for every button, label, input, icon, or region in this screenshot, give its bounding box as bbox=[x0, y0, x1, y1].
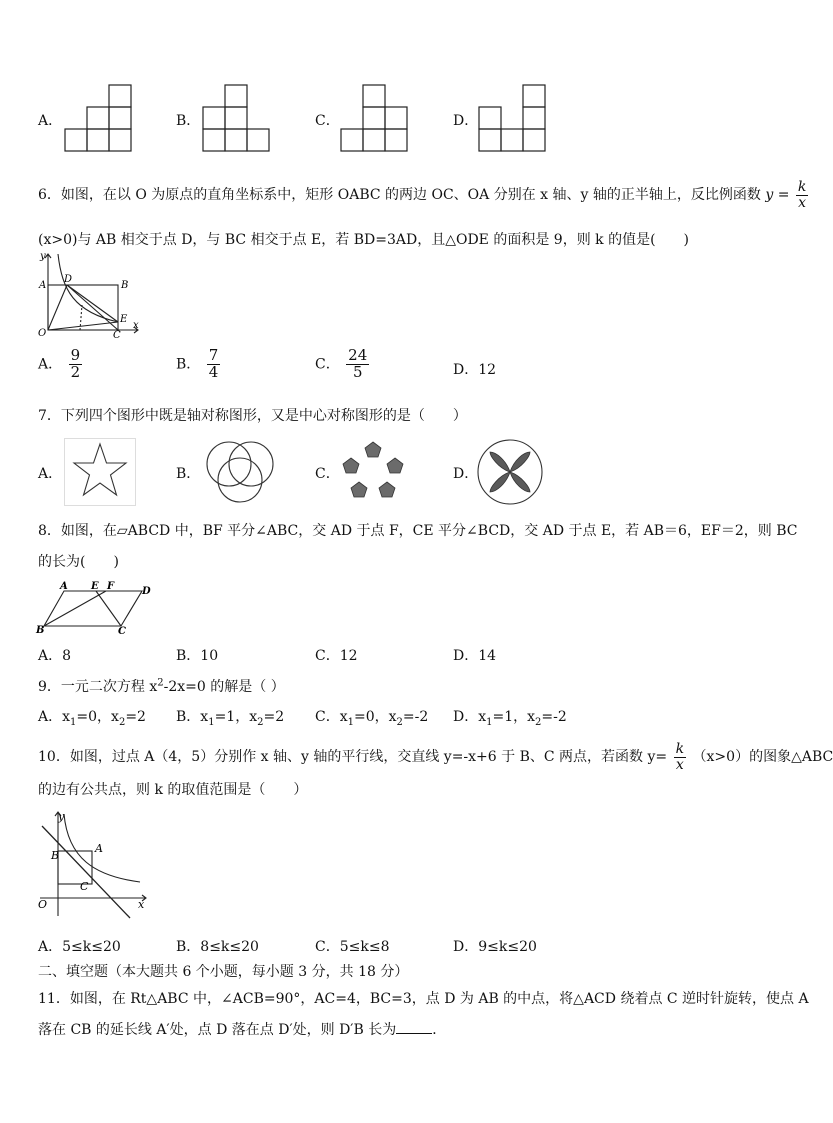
q7-stem: 7．下列四个图形中既是轴对称图形，又是中心对称图形的是（ ） bbox=[38, 408, 467, 424]
q9-b-sub1: 1 bbox=[208, 716, 215, 728]
q8-fig-label-f: F bbox=[107, 581, 115, 592]
q10-fig-label-x: x bbox=[138, 898, 145, 911]
q6-option-d bbox=[453, 359, 496, 379]
q8-fig-label-d: D bbox=[142, 586, 151, 597]
q6-function-y: y = bbox=[765, 187, 790, 204]
q10-fig-label-b: B bbox=[51, 849, 60, 862]
q6-option-b-label: B． bbox=[176, 356, 201, 373]
q8-option-c: C．12 bbox=[315, 648, 358, 664]
q8-fig-label-a: A bbox=[60, 581, 68, 592]
q9-d-sub2: 2 bbox=[535, 716, 542, 728]
q10-frac-num: k bbox=[675, 741, 685, 757]
q10-stem-pre: 10．如图，过点 A（4，5）分别作 x 轴、y 轴的平行线，交直线 y=-x+6 于 B、C 两点，若函数 y= bbox=[38, 749, 668, 766]
q11-stem-post: ． bbox=[432, 1022, 447, 1038]
q10-stem-line1 bbox=[38, 742, 833, 772]
q6-option-c bbox=[315, 348, 371, 381]
q9-a-rest: =2 bbox=[125, 709, 146, 725]
q5-option-a-figure bbox=[64, 84, 134, 154]
q6-fig-label-o: O bbox=[38, 328, 47, 339]
q8-stem-line1: 8．如图，在▱ABCD 中，BF 平分∠ABC，交 AD 于点 F，CE 平分∠BCD，交 AD 于点 E，若 AB＝6，EF＝2，则 BC bbox=[38, 523, 798, 539]
q9-option-d bbox=[453, 706, 567, 728]
q6-fig-label-y: y bbox=[40, 251, 46, 262]
q6-option-a-fraction bbox=[69, 348, 83, 381]
q6-option-d-value: 12 bbox=[478, 362, 497, 378]
q10-option-a: A．5≤k≤20 bbox=[38, 939, 121, 955]
q9-a-sub2: 2 bbox=[118, 716, 126, 728]
q7-option-d-label: D． bbox=[453, 466, 479, 482]
q9-a-sub1: 1 bbox=[70, 716, 77, 728]
q10-option-d: D．9≤k≤20 bbox=[453, 939, 537, 955]
q6-fig-label-e: E bbox=[120, 314, 128, 325]
q9-option-a bbox=[38, 706, 146, 728]
q10-fig-label-a: A bbox=[95, 842, 103, 855]
q10-option-c: C．5≤k≤8 bbox=[315, 939, 390, 955]
q9-d-mid: =1，x bbox=[492, 709, 536, 725]
q8-figure bbox=[36, 578, 156, 638]
q9-option-b bbox=[176, 706, 284, 728]
q7-star-figure bbox=[64, 438, 136, 506]
q8-fig-label-e: E bbox=[91, 581, 99, 592]
q7-option-a-label: A． bbox=[38, 466, 63, 482]
q7-option-c-label: C． bbox=[315, 466, 340, 482]
q6-option-b-fraction bbox=[207, 348, 221, 381]
q11-stem-pre: 落在 CB 的延长线 A′处，点 D 落在点 D′处，则 D′B 长为 bbox=[38, 1022, 397, 1038]
q9-d-label: D．x bbox=[453, 709, 487, 725]
q6-option-d-label: D． bbox=[453, 362, 479, 378]
q9-c-mid: =0，x bbox=[353, 709, 397, 725]
q9-stem-post: -2x=0 的解是（ ） bbox=[163, 679, 285, 695]
q9-c-label: C．x bbox=[315, 709, 348, 725]
q11-stem-line1: 11．如图，在 Rt△ABC 中，∠ACB=90°，AC=4，BC=3，点 D 为 AB 的中点，将△ACD 绕着点 C 逆时针旋转，使点 A bbox=[38, 991, 809, 1007]
q6-option-b bbox=[176, 348, 222, 381]
q5-option-b-label: B． bbox=[176, 113, 201, 129]
q6-fig-label-c: C bbox=[113, 330, 121, 341]
q9-option-c bbox=[315, 706, 428, 728]
q9-b-rest: =2 bbox=[263, 709, 285, 725]
q8-stem-line2: 的长为( ) bbox=[38, 554, 119, 570]
q10-stem-post: （x>0）的图象△ABC bbox=[692, 749, 833, 766]
q6-frac-den: x bbox=[798, 194, 807, 211]
q6-option-b-den: 4 bbox=[208, 362, 219, 381]
q10-fig-label-o: O bbox=[38, 898, 48, 911]
q11-answer-blank[interactable] bbox=[396, 1033, 432, 1034]
q7-three-circles-figure bbox=[200, 436, 280, 508]
q10-function-fraction bbox=[674, 742, 686, 772]
q10-fig-label-c: C bbox=[80, 880, 89, 893]
q5-option-d-label: D． bbox=[453, 113, 479, 129]
q9-stem bbox=[38, 676, 285, 696]
q6-option-c-label: C． bbox=[315, 356, 340, 373]
q6-figure bbox=[36, 250, 146, 340]
q9-c-rest: =-2 bbox=[402, 709, 429, 725]
q9-d-sub1: 1 bbox=[486, 716, 493, 728]
q6-fig-label-b: B bbox=[121, 280, 129, 291]
q7-pentagons-figure bbox=[340, 440, 406, 502]
q6-option-c-den: 5 bbox=[352, 362, 363, 381]
q6-stem-line2: (x>0)与 AB 相交于点 D，与 BC 相交于点 E，若 BD=3AD，且△ODE 的面积是 9，则 k 的值是( ) bbox=[38, 232, 689, 248]
q9-b-label: B．x bbox=[176, 709, 209, 725]
q6-option-c-fraction bbox=[346, 348, 369, 381]
q6-option-a bbox=[38, 348, 84, 381]
q9-b-mid: =1，x bbox=[214, 709, 258, 725]
q10-option-b: B．8≤k≤20 bbox=[176, 939, 259, 955]
q10-figure bbox=[34, 808, 152, 920]
q6-option-a-den: 2 bbox=[70, 362, 81, 381]
q9-c-sub1: 1 bbox=[347, 716, 354, 728]
q6-fig-label-a: A bbox=[39, 280, 47, 291]
section-2-title: 二、填空题（本大题共 6 个小题，每小题 3 分，共 18 分） bbox=[38, 964, 409, 980]
q6-function-fraction bbox=[796, 180, 808, 210]
q9-stem-sup: 2 bbox=[157, 677, 164, 689]
q9-b-sub2: 2 bbox=[257, 716, 264, 728]
q9-a-label: A．x bbox=[38, 709, 71, 725]
q9-a-mid: =0，x bbox=[76, 709, 119, 725]
q8-option-a: A．8 bbox=[38, 648, 72, 664]
q6-option-c-num: 24 bbox=[348, 346, 368, 364]
q7-option-b-label: B． bbox=[176, 466, 201, 482]
q10-stem-line2: 的边有公共点，则 k 的取值范围是（ ） bbox=[38, 782, 308, 798]
q6-option-b-num: 7 bbox=[208, 346, 219, 364]
q6-fig-label-x: x bbox=[133, 320, 139, 331]
q10-fig-label-y: y bbox=[58, 810, 65, 823]
q5-option-b-figure bbox=[202, 84, 272, 154]
q10-frac-den: x bbox=[675, 756, 684, 773]
q5-option-a-label: A． bbox=[38, 113, 63, 129]
q9-c-sub2: 2 bbox=[396, 716, 403, 728]
q5-option-c-label: C． bbox=[315, 113, 340, 129]
q8-fig-label-c: C bbox=[118, 626, 126, 637]
q6-option-a-num: 9 bbox=[70, 346, 81, 364]
q9-stem-pre: 9．一元二次方程 x bbox=[38, 679, 158, 695]
q8-option-d: D．14 bbox=[453, 648, 497, 664]
q6-fig-label-d: D bbox=[64, 274, 73, 285]
q6-frac-num: k bbox=[797, 179, 807, 195]
q8-option-b: B．10 bbox=[176, 648, 219, 664]
q11-stem-line2 bbox=[38, 1019, 446, 1039]
q8-fig-label-b: B bbox=[36, 625, 45, 636]
q7-flower-circle-figure bbox=[476, 438, 544, 506]
q6-stem-line1 bbox=[38, 180, 810, 210]
q6-option-a-label: A． bbox=[38, 356, 63, 373]
q5-option-d-figure bbox=[478, 84, 550, 154]
q6-stem-text: 6．如图，在以 O 为原点的直角坐标系中，矩形 OABC 的两边 OC、OA 分别在 x 轴、y 轴的正半轴上，反比例函数 bbox=[38, 187, 761, 204]
q5-option-c-figure bbox=[340, 84, 410, 154]
q9-d-rest: =-2 bbox=[541, 709, 567, 725]
